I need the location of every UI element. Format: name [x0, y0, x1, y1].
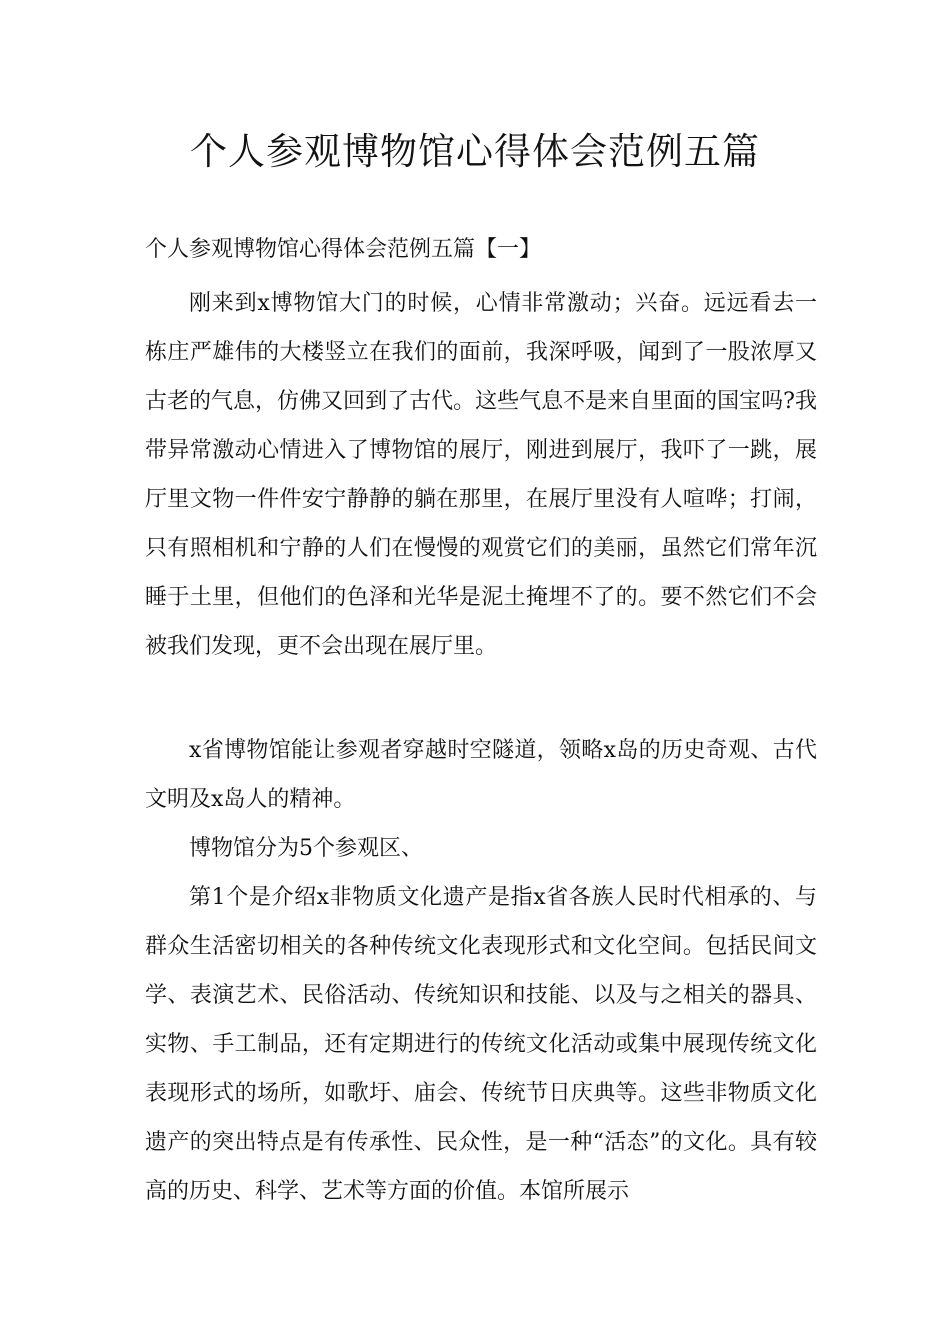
paragraph-entrance: 刚来到x博物馆大门的时候，心情非常激动；兴奋。远远看去一栋庄严雄伟的大楼竖立在我们的面前，我深呼吸，闻到了一股浓厚又古老的气息，仿佛又回到了古代。这些气息不是来自里面的国宝吗?我带异常激动心情进入了博物馆的展厅，刚进到展厅，我吓了一跳，展厅里文物一件件安宁静静的躺在那里，在展厅里没有人喧哗；打闹，只有照相机和宁静的人们在慢慢的观赏它们的美丽，虽然它们常年沉睡于土里，但他们的色泽和光华是泥土掩埋不了的。要不然它们不会被我们发现，更不会出现在展厅里。 [145, 291, 817, 659]
section-heading: 个人参观博物馆心得体会范例五篇【一】 [145, 237, 542, 262]
paragraph-areas: 博物馆分为5个参观区、 [189, 836, 423, 861]
paragraph-museum-intro: x省博物馆能让参观者穿越时空隧道，领略x岛的历史奇观、古代文明及x岛人的精神。 [145, 738, 817, 812]
document-title: 个人参观博物馆心得体会范例五篇 [190, 130, 760, 173]
paragraph-heritage: 第1个是介绍x非物质文化遗产是指x省各族人民时代相承的、与群众生活密切相关的各种传统文化表现形式和文化空间。包括民间文学、表演艺术、民俗活动、传统知识和技能、以及与之相关的器具、实物、手工制品，还有定期进行的传统文化活动或集中展现传统文化表现形式的场所，如歌圩、庙会、传统节日庆典等。这些非物质文化遗产的突出特点是有传承性、民众性，是一种“活态”的文化。具有较高的历史、科学、艺术等方面的价值。本馆所展示 [145, 885, 817, 1204]
